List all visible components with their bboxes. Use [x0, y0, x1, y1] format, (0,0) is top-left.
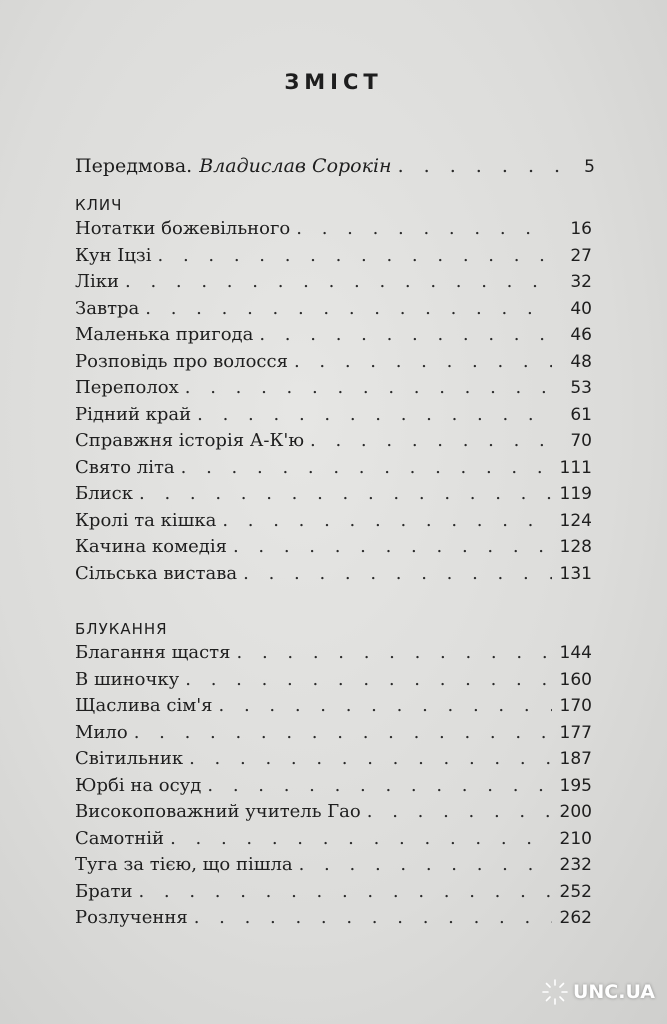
- page-number: 232: [559, 855, 592, 875]
- toc-list: [75, 218, 592, 589]
- page-number: 5: [584, 157, 595, 177]
- section-heading: БЛУКАННЯ: [75, 620, 168, 638]
- dot-leader: [194, 907, 552, 928]
- section-blukannia: [75, 616, 595, 934]
- dot-leader: [181, 457, 552, 478]
- entry-title: Світильник: [75, 748, 184, 769]
- dot-leader: [145, 298, 552, 319]
- dot-leader: [138, 881, 552, 902]
- toc-entry: [75, 775, 592, 802]
- page-number: 70: [570, 431, 592, 451]
- toc-entry: [75, 218, 592, 245]
- page-number: 210: [559, 828, 592, 849]
- entry-title: Самотній: [75, 827, 165, 849]
- dot-leader: [207, 775, 552, 796]
- page-number: 119: [559, 484, 592, 504]
- dot-leader: [243, 563, 552, 584]
- toc-entry: [75, 298, 592, 325]
- sunburst-logo-icon: [541, 978, 569, 1006]
- toc-entry: [75, 483, 592, 510]
- page-number: 187: [559, 749, 592, 769]
- entry-title: Сільська вистава: [75, 562, 238, 584]
- entry-title: Розповідь про волосся: [75, 350, 288, 372]
- toc-entry: [75, 377, 592, 404]
- entry-title: Нотатки божевільного: [75, 218, 291, 239]
- page-number: 53: [570, 378, 592, 398]
- toc-entry: [75, 563, 592, 590]
- toc-entry: [75, 536, 592, 563]
- entry-title: Кролі та кішка: [75, 509, 217, 531]
- entry-title: Юрбі на осуд: [75, 774, 202, 796]
- section-klych: [75, 192, 595, 589]
- toc-entry: [75, 351, 592, 378]
- toc-entry: [75, 642, 592, 669]
- toc-entry: [75, 801, 592, 828]
- entry-title: Переполох: [75, 377, 179, 398]
- toc-entry: [75, 722, 592, 749]
- toc-entry: [75, 510, 592, 537]
- entry-title: Завтра: [75, 297, 140, 319]
- entry-title: Благання щастя: [75, 642, 231, 663]
- dot-leader: [294, 351, 552, 372]
- page-number: 111: [559, 457, 592, 478]
- dot-leader: [222, 510, 552, 531]
- dot-leader: [134, 722, 552, 743]
- entry-title: Свято літа: [75, 456, 175, 478]
- watermark: [541, 978, 655, 1006]
- page-number: 252: [559, 881, 592, 902]
- entry-title: Маленька пригода: [75, 324, 254, 345]
- dot-leader: [310, 430, 552, 451]
- page-number: 46: [570, 325, 592, 345]
- toc-entry: [75, 271, 592, 298]
- toc-entry: [75, 404, 592, 431]
- dot-leader: [233, 536, 552, 557]
- toc-entry: [75, 748, 592, 775]
- toc-entry: [75, 828, 592, 855]
- page-number: 200: [559, 802, 592, 822]
- dot-leader: [170, 828, 552, 849]
- dot-leader: [237, 642, 553, 663]
- toc-entry: [75, 907, 592, 934]
- entry-title: Рідний край: [75, 403, 192, 425]
- page-number: 48: [570, 351, 592, 372]
- page-number: 177: [559, 722, 592, 743]
- page-number: 262: [559, 908, 592, 928]
- page-number: 131: [559, 563, 592, 584]
- entry-title: Високоповажний учитель Гао: [75, 801, 361, 822]
- entry-title: В шиночку: [75, 668, 180, 690]
- entry-title: Блиск: [75, 483, 133, 504]
- page-title: ЗМІСТ: [284, 70, 383, 94]
- page-number: 27: [570, 245, 592, 266]
- toc-entry-preface: [75, 155, 595, 185]
- toc-entry: [75, 854, 592, 881]
- dot-leader: [398, 155, 569, 177]
- page-number: 144: [559, 643, 592, 663]
- dot-leader: [296, 218, 552, 239]
- dot-leader: [158, 245, 553, 266]
- dot-leader: [185, 377, 552, 398]
- dot-leader: [299, 854, 552, 875]
- dot-leader: [259, 324, 552, 345]
- watermark-text: UNC.UA: [572, 981, 655, 1003]
- entry-title: Туга за тією, що пішла: [75, 854, 293, 875]
- toc-entry: [75, 457, 592, 484]
- section-heading: КЛИЧ: [75, 196, 123, 214]
- dot-leader: [125, 271, 552, 292]
- page-number: 170: [559, 696, 592, 716]
- entry-title: Брати: [75, 880, 133, 902]
- preface-block: [75, 155, 595, 185]
- toc-entry: [75, 695, 592, 722]
- dot-leader: [185, 669, 552, 690]
- entry-title: Кун Іцзі: [75, 244, 152, 266]
- toc-entry: [75, 669, 592, 696]
- preface-author: Владислав Сорокін: [199, 155, 392, 177]
- toc-list: [75, 642, 592, 934]
- preface-label: [75, 155, 392, 177]
- toc-entry: [75, 430, 592, 457]
- entry-title: Ліки: [75, 271, 120, 292]
- toc-entry: [75, 245, 592, 272]
- preface-title: Передмова.: [75, 155, 193, 177]
- entry-title: Мило: [75, 721, 128, 743]
- dot-leader: [219, 695, 552, 716]
- entry-title: Качина комедія: [75, 536, 227, 557]
- dot-leader: [197, 404, 552, 425]
- page-number: 61: [570, 404, 592, 425]
- page-number: 16: [570, 219, 592, 239]
- toc-entry: [75, 324, 592, 351]
- entry-title: Щаслива сім'я: [75, 695, 213, 716]
- entry-title: Розлучення: [75, 907, 188, 928]
- entry-title: Справжня історія А-К'ю: [75, 430, 305, 451]
- dot-leader: [189, 748, 552, 769]
- dot-leader: [139, 483, 552, 504]
- toc-entry: [75, 881, 592, 908]
- dot-leader: [367, 801, 552, 822]
- page-number: 40: [570, 298, 592, 319]
- page-number: 32: [570, 272, 592, 292]
- page-number: 124: [559, 510, 592, 531]
- page-number: 195: [559, 775, 592, 796]
- page-number: 160: [559, 669, 592, 690]
- page-number: 128: [559, 537, 592, 557]
